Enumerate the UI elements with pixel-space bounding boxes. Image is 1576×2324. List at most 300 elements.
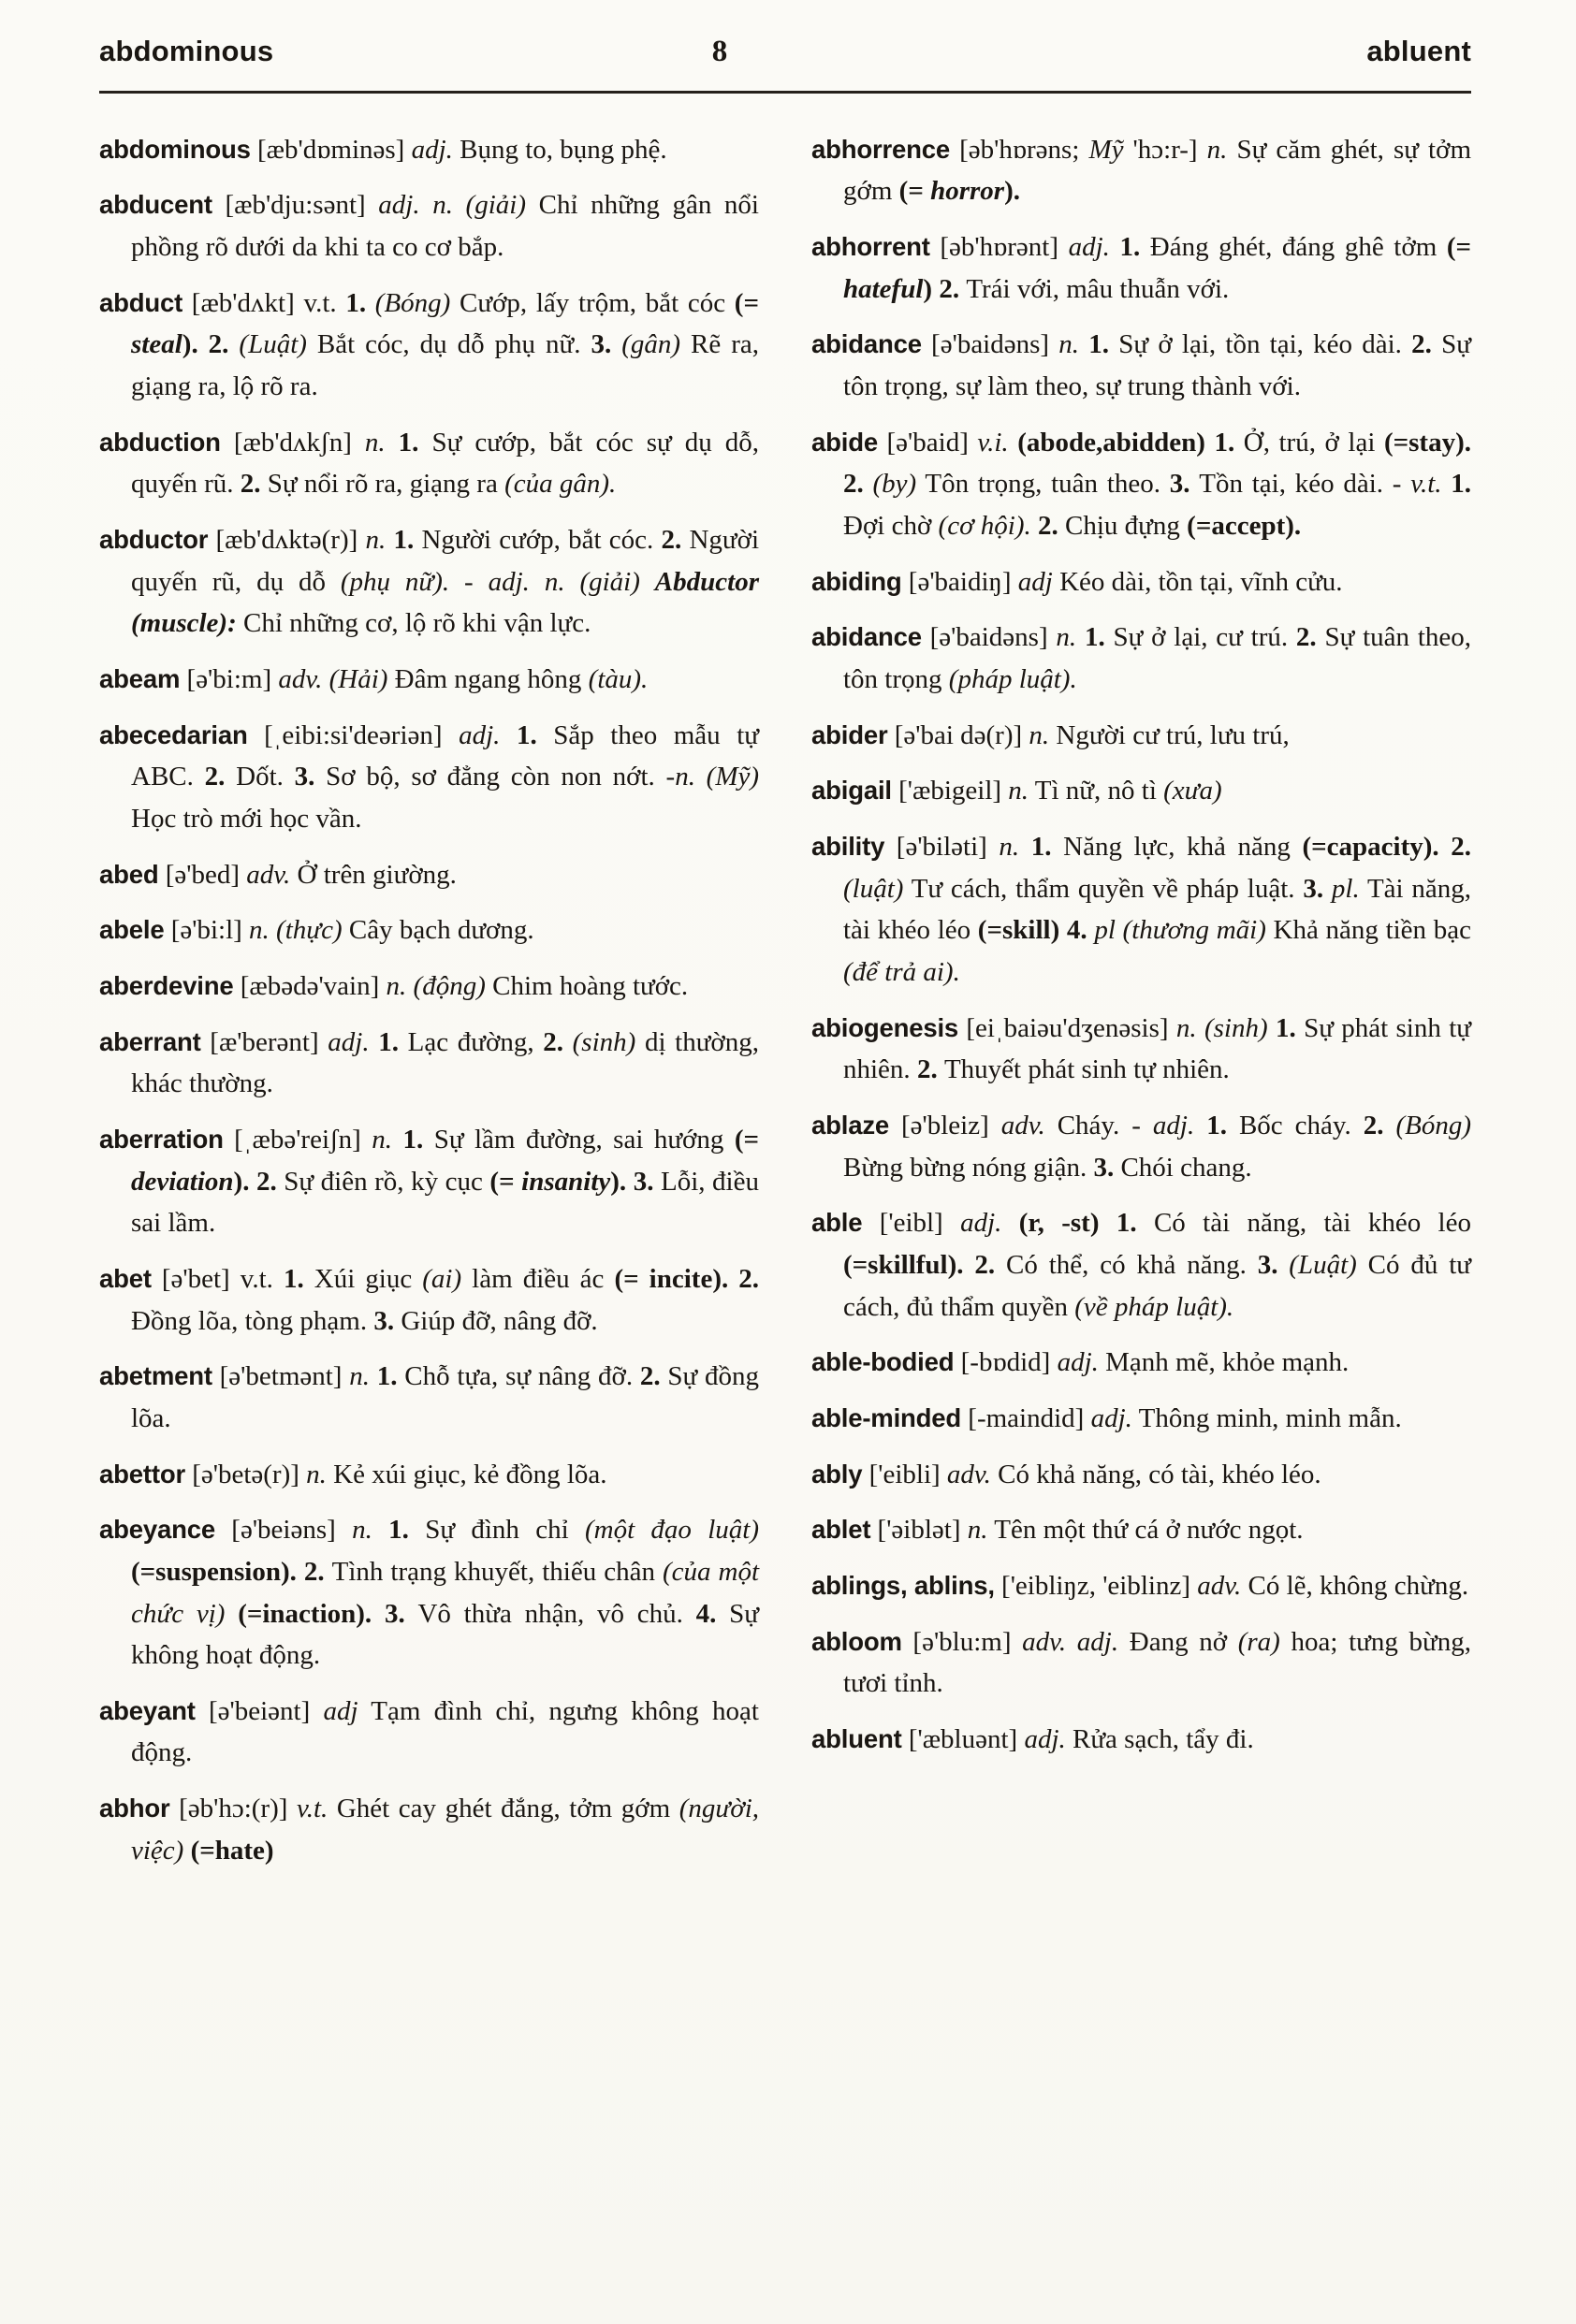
dictionary-entry — [811, 561, 1471, 603]
entry-text: Bắt cóc, dụ dỗ phụ nữ. — [306, 329, 591, 360]
entry-text: Người cư trú, lưu trú, — [1049, 719, 1290, 750]
entry-text: Tồn tại, kéo dài. - — [1199, 469, 1411, 500]
entry-headword: ability — [811, 832, 885, 861]
page-number: 8 — [711, 35, 728, 68]
entry-text: n. (Mỹ) — [675, 762, 760, 792]
entry-text: Học trò mới học vần. — [131, 804, 362, 834]
entry-text: n. — [365, 525, 394, 556]
entry-text: n. — [999, 832, 1031, 862]
entry-text: Có khả năng, có tài, khéo léo. — [990, 1459, 1321, 1489]
entry-headword: abhorrence — [811, 134, 951, 164]
entry-text: [eiˌbaiəu'dʒenəsis] — [958, 1012, 1176, 1043]
entry-text: 3. — [294, 762, 327, 792]
entry-text: Thuyết phát sinh tự nhiên. — [943, 1054, 1230, 1085]
entry-text: Sự phát sinh tự nhiên. — [843, 1012, 1471, 1085]
entry-headword: abidance — [811, 622, 922, 652]
dictionary-entry — [99, 1454, 759, 1496]
entry-text: (=skill) 4. — [977, 915, 1095, 946]
entry-text: (luật) — [843, 873, 904, 904]
entry-text: Đâm ngang hông — [387, 664, 589, 695]
entry-text: ['eibl] — [862, 1208, 961, 1239]
entry-text: adj. — [328, 1026, 379, 1057]
entry-text: Mỹ — [1088, 134, 1124, 165]
entry-headword: abduct — [99, 287, 183, 317]
entry-text: (của một chức vị) — [131, 1556, 760, 1629]
entry-text: 2. — [1295, 622, 1325, 653]
entry-text: adj — [323, 1695, 358, 1726]
entry-text: adv. — [246, 859, 291, 890]
entry-text: ) 2. — [923, 273, 967, 304]
entry-text: Có tài năng, tài khéo léo — [1153, 1208, 1471, 1239]
entry-text: steal — [131, 329, 182, 360]
entry-headword: abet — [99, 1263, 152, 1293]
entry-text: 1. — [1030, 832, 1064, 862]
entry-headword: aberrant — [99, 1026, 201, 1056]
dictionary-entry — [99, 1119, 759, 1244]
entry-text: Cây bạch dương. — [342, 915, 534, 946]
dictionary-entry — [99, 909, 759, 951]
entry-text: n. (thực) — [249, 915, 343, 946]
entry-headword: abele — [99, 915, 165, 945]
dictionary-entry — [811, 324, 1471, 407]
entry-text: Dốt. — [236, 762, 295, 792]
entry-text: n. — [364, 427, 399, 458]
dictionary-entry — [811, 617, 1471, 700]
entry-text: ['eibli] — [862, 1459, 947, 1489]
entry-text: Khả năng tiền bạc — [1265, 915, 1471, 946]
entry-text: adj. n. (giải) — [378, 190, 526, 221]
entry-headword: abettor — [99, 1459, 185, 1489]
entry-text: Đáng ghét, đáng ghê tởm — [1149, 232, 1447, 263]
entry-text: Sự tôn trọng, sự làm theo, sự trung thành với. — [843, 329, 1472, 402]
entry-text: 1. — [1084, 622, 1114, 653]
entry-text: n. — [1008, 776, 1029, 806]
entry-text: Trái với, mâu thuẫn với. — [966, 273, 1230, 304]
entry-text: [ə'baidəns] — [921, 622, 1057, 653]
entry-text: n. — [1056, 622, 1085, 653]
dictionary-entry — [99, 1022, 759, 1105]
entry-text: ). 2. — [233, 1166, 285, 1197]
entry-text: Ở, trú, ở lại — [1243, 427, 1384, 458]
entry-text: 1. — [376, 1361, 405, 1392]
entry-text: Rẽ ra, giạng ra, lộ rõ ra. — [131, 329, 759, 402]
entry-text: 2. — [240, 469, 268, 500]
entry-text: [ə'bed] — [158, 859, 247, 890]
entry-text: 2. — [639, 1361, 668, 1392]
dictionary-entry — [99, 1258, 759, 1342]
entry-text: Chịu đựng — [1065, 511, 1188, 542]
entry-text: 3. — [1093, 1152, 1121, 1183]
entry-text: Có lẽ, không chừng. — [1241, 1570, 1469, 1601]
entry-text: (sinh) — [572, 1026, 636, 1057]
entry-text: Tình trạng khuyết, thiếu chân — [331, 1556, 663, 1587]
page-header — [99, 28, 1471, 94]
entry-text: Người cướp, bắt cóc. — [421, 525, 662, 556]
entry-text: (=stay). 2. — [843, 427, 1471, 500]
entry-headword: able — [811, 1208, 863, 1238]
dictionary-entry — [811, 422, 1471, 547]
entry-text: 1. — [283, 1263, 314, 1294]
dictionary-entry — [811, 1509, 1471, 1551]
entry-text: (r, -st) 1. — [1018, 1208, 1154, 1239]
entry-text: [æb'dʌktə(r)] — [208, 525, 366, 556]
entry-text: hateful — [843, 273, 924, 304]
entry-headword: abecedarian — [99, 719, 248, 749]
entry-text: Sự căm ghét, sự tởm gớm — [843, 134, 1471, 207]
entry-text: Rửa sạch, tẩy đi. — [1065, 1723, 1254, 1754]
entry-text: Chim hoàng tước. — [485, 970, 689, 1001]
entry-text: adv. adj. — [1022, 1626, 1119, 1657]
entry-text: [æb'dju:sənt] — [212, 190, 379, 221]
entry-text: Cháy. - — [1044, 1110, 1153, 1140]
entry-headword: ably — [811, 1459, 863, 1489]
dictionary-entry — [99, 283, 759, 408]
entry-text: (Bóng) — [1395, 1110, 1472, 1140]
dictionary-entry — [99, 715, 759, 840]
entry-text: deviation — [131, 1166, 234, 1197]
entry-text: Sơ bộ, sơ đẳng còn non nớt. - — [326, 762, 676, 792]
entry-headword: able-bodied — [811, 1347, 955, 1377]
entry-text: n. — [1058, 329, 1089, 360]
entry-text: 2. — [1038, 511, 1066, 542]
entry-text — [183, 1836, 190, 1866]
dictionary-entry — [811, 1565, 1471, 1607]
entry-text: n. — [967, 1515, 988, 1546]
entry-text: Đợi chờ — [843, 511, 939, 542]
entry-headword: abide — [811, 427, 878, 457]
entry-text: Kẻ xúi giục, kẻ đồng lõa. — [326, 1459, 607, 1489]
left-column — [99, 129, 759, 1886]
entry-text: 1. — [1451, 469, 1472, 500]
entry-text: - — [449, 566, 489, 597]
entry-text: adj. — [459, 719, 517, 750]
entry-text: ['æbigeil] — [891, 776, 1009, 806]
entry-text: 1. — [1088, 329, 1119, 360]
entry-text: (= — [1446, 232, 1472, 263]
entry-text: [ˌæbə'reiʃn] — [223, 1124, 372, 1155]
entry-headword: abeam — [99, 664, 181, 694]
right-column — [811, 129, 1471, 1886]
dictionary-entry — [811, 826, 1471, 994]
entry-text: [ə'biləti] — [884, 832, 1000, 862]
entry-text: 3. — [1303, 873, 1332, 904]
entry-headword: abluent — [811, 1723, 902, 1753]
entry-text: [ə'bet] v.t. — [151, 1263, 284, 1294]
entry-text: (về pháp luật). — [1074, 1291, 1234, 1322]
entry-headword: abetment — [99, 1361, 212, 1391]
entry-text: ). — [1004, 176, 1021, 207]
entry-text: Sự đình chỉ — [425, 1515, 585, 1546]
entry-text: pl (thương mãi) — [1094, 915, 1266, 946]
entry-text: Ở trên giường. — [290, 859, 457, 890]
dictionary-entry — [811, 1342, 1471, 1384]
entry-text: n. — [306, 1459, 327, 1489]
entry-headword: abigail — [811, 776, 892, 806]
entry-text: 1. — [402, 1124, 434, 1155]
entry-headword: abiogenesis — [811, 1012, 959, 1042]
entry-text: (= incite). 2. — [614, 1263, 760, 1294]
entry-text: (by) — [872, 469, 917, 500]
entry-text: ['æbluənt] — [901, 1723, 1025, 1754]
entry-text: adj. — [411, 134, 453, 165]
entry-headword: abdominous — [99, 134, 251, 164]
entry-text: (tàu). — [588, 664, 649, 695]
entry-text: Lỗi, điều sai lầm. — [131, 1166, 759, 1239]
entry-text: Sự lầm đường, sai hướng — [433, 1124, 735, 1155]
entry-text: adj. — [960, 1208, 1019, 1239]
entry-text: Tì nữ, nô tì — [1029, 776, 1164, 806]
entry-text: [-maindid] — [961, 1402, 1091, 1433]
entry-text: (pháp luật). — [948, 664, 1077, 695]
entry-text: v.t. — [296, 1794, 328, 1824]
dictionary-entry — [811, 129, 1471, 212]
entry-text: Lạc đường, — [407, 1026, 544, 1057]
entry-text: [æbədə'vain] — [233, 970, 387, 1001]
entry-text: Có thể, có khả năng. — [1006, 1249, 1258, 1280]
entry-text: [æb'dɒminəs] — [250, 134, 412, 165]
entry-text: horror — [930, 176, 1005, 207]
entry-headword: abidance — [811, 329, 922, 359]
entry-text: Sự ở lại, cư trú. — [1113, 622, 1296, 653]
entry-text: 1. — [398, 427, 432, 458]
entry-headword: abhor — [99, 1794, 170, 1823]
entry-text: n. — [372, 1124, 403, 1155]
entry-text: adj. — [1090, 1402, 1132, 1433]
entry-text: [æb'dʌkʃn] — [220, 427, 365, 458]
entry-text: 1. — [378, 1026, 408, 1057]
entry-text: n. (sinh) — [1175, 1012, 1276, 1043]
entry-text: Vô thừa nhận, vô chủ. — [417, 1598, 696, 1629]
entry-text: Đồng lõa, tòng phạm. — [131, 1305, 374, 1336]
entry-text: Sự nổi rõ ra, giạng ra — [267, 469, 505, 500]
entry-text: Thông minh, minh mẫn. — [1131, 1402, 1402, 1433]
entry-text: (= — [898, 176, 931, 207]
entry-headword: abed — [99, 859, 159, 889]
entry-text: Sự tuân theo, tôn trọng — [843, 622, 1472, 695]
entry-text: làm điều ác — [461, 1263, 615, 1294]
entry-text: [ə'baidəns] — [921, 329, 1059, 360]
entry-text: adv. — [946, 1459, 991, 1489]
entry-text: (gân) — [621, 329, 681, 360]
entry-headword: ablings, ablins, — [811, 1570, 995, 1600]
dictionary-entry — [99, 1788, 759, 1871]
entry-text: [ə'bi:m] — [180, 664, 279, 695]
entry-headword: able-minded — [811, 1402, 962, 1432]
entry-headword: abider — [811, 719, 888, 749]
dictionary-entry — [99, 1509, 759, 1677]
entry-text: ). 2. — [182, 329, 240, 360]
entry-text: adj. — [1024, 1723, 1066, 1754]
entry-text: (abode,abidden) 1. — [1017, 427, 1244, 458]
entry-text: (= — [734, 287, 759, 318]
entry-columns — [99, 129, 1471, 1886]
entry-text: (=hate) — [190, 1835, 274, 1866]
entry-text: 3. — [591, 329, 622, 360]
entry-text: Sắp theo mẫu tự ABC. — [131, 719, 759, 792]
entry-text: Tên một thứ cá ở nước ngọt. — [987, 1515, 1304, 1546]
entry-text: adj — [1017, 566, 1053, 597]
entry-text: Abductor (muscle): — [131, 566, 759, 639]
entry-text: [əb'hɒrəns; — [950, 134, 1089, 165]
entry-text: Sự ở lại, tồn tại, kéo dài. — [1118, 329, 1412, 360]
entry-text: adj. — [1152, 1110, 1207, 1140]
entry-text: Bừng bừng nóng giận. — [843, 1152, 1094, 1183]
entry-text: adj. — [1068, 232, 1120, 263]
entry-text: (để trả ai). — [843, 956, 960, 987]
entry-text: 1. — [1119, 232, 1150, 263]
dictionary-entry — [99, 422, 759, 505]
entry-text: 4. — [695, 1598, 730, 1629]
entry-text: [ə'bleiz] — [889, 1110, 1001, 1140]
entry-headword: abeyance — [99, 1515, 215, 1545]
entry-text: 2. — [916, 1054, 944, 1085]
entry-text: 1. — [345, 287, 375, 318]
entry-text: 1. — [516, 719, 554, 750]
entry-text: [ə'beiəns] — [214, 1515, 353, 1546]
entry-text: Đang nở — [1118, 1626, 1238, 1657]
entry-text: Có đủ tư cách, đủ thẩm quyền — [843, 1249, 1471, 1322]
entry-text: n. — [352, 1515, 389, 1546]
entry-headword: abduction — [99, 427, 221, 457]
dictionary-entry — [811, 1008, 1471, 1091]
entry-text: Tôn trọng, tuân theo. — [916, 469, 1170, 500]
entry-text: (phụ nữ). — [340, 566, 450, 597]
entry-headword: abducent — [99, 190, 212, 220]
entry-text: [əb'hɔ:(r)] — [169, 1794, 297, 1824]
entry-text: Xúi giục — [314, 1263, 423, 1294]
dictionary-entry — [811, 1454, 1471, 1496]
dictionary-entry — [811, 715, 1471, 757]
entry-text: (=capacity). 2. — [1302, 832, 1472, 862]
entry-text: Giúp đỡ, nâng đỡ. — [401, 1305, 598, 1336]
entry-text: n. (động) — [386, 970, 486, 1001]
entry-text: 1. — [1206, 1110, 1239, 1140]
entry-text: (= — [734, 1124, 760, 1155]
entry-text: 1. — [1275, 1012, 1305, 1043]
entry-headword: aberration — [99, 1124, 224, 1154]
entry-text: Sự đồng lõa. — [131, 1361, 760, 1433]
entry-text: adj. n. (giải) — [488, 566, 655, 597]
entry-text: adv. — [1000, 1110, 1045, 1140]
dictionary-entry — [811, 770, 1471, 812]
entry-text: 3. — [1257, 1249, 1290, 1280]
dictionary-entry — [811, 1621, 1471, 1705]
entry-text: Bốc cháy. — [1238, 1110, 1364, 1140]
entry-text: 2. — [1411, 329, 1442, 360]
dictionary-entry — [811, 1719, 1471, 1761]
entry-text: [æb'dʌkt] v.t. — [182, 287, 346, 318]
entry-text: 3. — [1169, 469, 1200, 500]
entry-text: adv. (Hải) — [278, 664, 388, 695]
dictionary-entry — [811, 226, 1471, 310]
entry-text: (Bóng) — [374, 287, 451, 318]
entry-text: [ə'baidiŋ] — [901, 566, 1018, 597]
entry-text: Chỉ những cơ, lộ rõ khi vận lực. — [236, 608, 591, 639]
entry-text: 2. — [543, 1026, 573, 1057]
entry-text: 'hɔ:r-] — [1123, 134, 1207, 165]
dictionary-entry — [811, 1398, 1471, 1440]
header-last-word: abluent — [1366, 35, 1471, 67]
entry-text: (Luật) — [239, 329, 307, 360]
entry-text: v.t. — [1410, 469, 1452, 500]
entry-text: 2. — [1363, 1110, 1396, 1140]
entry-text: ['eibliŋz, 'eiblinz] — [994, 1570, 1198, 1601]
entry-text: dị thường, khác thường. — [131, 1026, 760, 1099]
entry-text: Người quyến rũ, dụ dỗ — [131, 525, 760, 597]
entry-text: adj. — [1057, 1347, 1099, 1378]
entry-text: (=suspension). 2. — [131, 1556, 332, 1587]
entry-text: (cơ hội). — [938, 511, 1031, 542]
entry-text: adv. — [1197, 1570, 1242, 1601]
entry-text: (xưa) — [1163, 776, 1222, 806]
dictionary-entry — [99, 1691, 759, 1774]
entry-headword: aberdevine — [99, 970, 234, 1000]
entry-text: v.i. — [977, 427, 1009, 458]
entry-headword: abiding — [811, 566, 902, 596]
entry-text: (= — [489, 1166, 522, 1197]
dictionary-entry — [99, 519, 759, 645]
entry-text: (người, việc) — [131, 1794, 760, 1866]
entry-text: [əb'hɒrənt] — [929, 232, 1069, 263]
entry-text: (ra) — [1237, 1626, 1280, 1657]
entry-text: [ə'bai də(r)] — [887, 719, 1029, 750]
entry-headword: ablet — [811, 1515, 871, 1545]
entry-text: (=skillful). 2. — [843, 1249, 1006, 1280]
dictionary-entry — [99, 659, 759, 701]
entry-text: pl. — [1331, 873, 1360, 904]
dictionary-entry — [99, 184, 759, 268]
entry-text: ['əiblət] — [870, 1515, 968, 1546]
dictionary-entry — [811, 1202, 1471, 1328]
entry-headword: abhorrent — [811, 232, 930, 262]
entry-text: Kéo dài, tồn tại, vĩnh cửu. — [1052, 566, 1343, 597]
entry-text: Tài năng, tài khéo léo — [843, 873, 1472, 946]
header-first-word: abdominous — [99, 35, 274, 67]
entry-text: Tạm đình chỉ, ngưng không hoạt động. — [131, 1695, 759, 1768]
dictionary-entry — [99, 129, 759, 171]
entry-text: (Luật) — [1289, 1249, 1357, 1280]
entry-text: [æ'berənt] — [200, 1026, 328, 1057]
entry-text: n. — [1206, 134, 1228, 165]
entry-text: Ghét cay ghét đắng, tởm gớm — [328, 1794, 679, 1824]
entry-text: Tư cách, thẩm quyền về pháp luật. — [903, 873, 1304, 904]
entry-text: 2. — [661, 525, 690, 556]
entry-text: Cướp, lấy trộm, bắt cóc — [450, 287, 735, 318]
entry-text: 1. — [388, 1515, 426, 1546]
entry-headword: ablaze — [811, 1110, 890, 1140]
entry-text: (=inaction). 3. — [238, 1598, 418, 1629]
entry-text: n. — [349, 1361, 377, 1392]
entry-text: Sự điên rồ, kỳ cục — [284, 1166, 490, 1197]
dictionary-entry — [99, 1356, 759, 1439]
entry-text: Bụng to, bụng phệ. — [452, 134, 667, 165]
entry-text: (của gân). — [504, 469, 617, 500]
dictionary-entry — [99, 854, 759, 896]
entry-text: insanity — [521, 1166, 611, 1197]
entry-text: Sự cướp, bắt cóc sự dụ dỗ, quyến rũ. — [131, 427, 760, 500]
entry-text: [ə'betə(r)] — [184, 1459, 307, 1489]
dictionary-entry — [99, 966, 759, 1008]
entry-text: 1. — [393, 525, 422, 556]
entry-headword: abeyant — [99, 1695, 196, 1725]
entry-text: Chỉ những gân nổi phồng rõ dưới da khi ta co cơ bắp. — [131, 190, 759, 263]
entry-text: 2. — [204, 762, 237, 792]
entry-text: Mạnh mẽ, khỏe mạnh. — [1098, 1347, 1350, 1378]
entry-text: [ə'betmənt] — [212, 1361, 350, 1392]
entry-text: [ə'baid] — [877, 427, 978, 458]
entry-text: [-bɒdid] — [954, 1347, 1058, 1378]
entry-text: ). 3. — [610, 1166, 661, 1197]
